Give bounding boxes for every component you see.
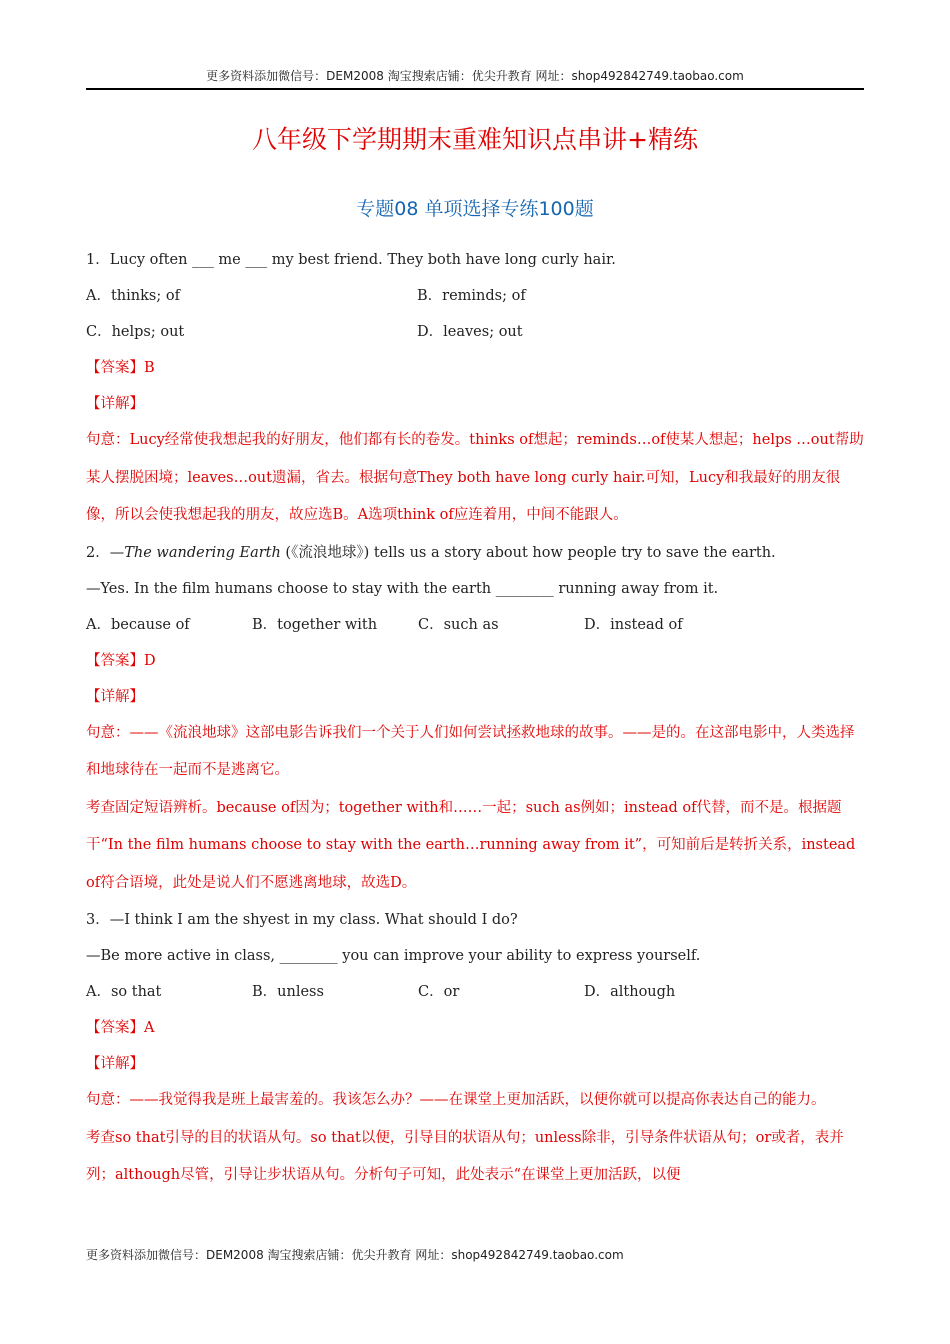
explanation-paragraph: 句意：——我觉得我是班上最害羞的。我该怎么办？——在课堂上更加活跃，以便你就可以提高你表达自己的能力。 — [86, 1092, 826, 1108]
question-stem — [86, 535, 864, 571]
options-row — [86, 278, 864, 314]
option-b: B．reminds; of — [417, 288, 526, 304]
option-d: D．instead of — [584, 616, 683, 633]
explanation-paragraph: 句意：Lucy经常使我想起我的好朋友，他们都有长的卷发。thinks of想起；reminds…of使某人想起；helps …out帮助某人摆脱困境；leaves…out遗漏，省去。根据句意They both have long curly hair.可知，Lucy和我最好的朋友很像，所以会使我想起我的朋友，故应选B。A选项think of应连着用，中间不能跟人。 — [86, 432, 864, 523]
stem-prefix: 2．— — [86, 544, 125, 561]
options-row — [86, 974, 864, 1010]
detail-label: 【详解】 — [86, 688, 144, 705]
question-stem-reply: —Be more active in class, ________ you can improve your ability to express yourself. — [86, 948, 701, 964]
answer-label: 【答案】A — [86, 1020, 155, 1036]
option-d: D．although — [584, 984, 676, 1000]
option-d: D．leaves; out — [417, 324, 523, 340]
question-1 — [86, 242, 864, 535]
options-row — [86, 607, 864, 643]
film-title: The wandering Earth — [124, 544, 281, 561]
option-a: A．thinks; of — [86, 288, 180, 304]
option-b: B．unless — [252, 984, 324, 1000]
stem-rest: (《流浪地球》) tells us a story about how people try to save the earth. — [280, 544, 776, 561]
option-b: B．together with — [252, 616, 378, 633]
question-stem-reply: —Yes. In the film humans choose to stay with the earth ________ running away from it. — [86, 580, 719, 597]
question-2 — [86, 535, 864, 903]
question-3 — [86, 902, 864, 1195]
option-a: A．because of — [86, 616, 190, 633]
answer-label: 【答案】D — [86, 652, 156, 669]
answer-label: 【答案】B — [86, 360, 155, 376]
document-subtitle: 专题08 单项选择专练100题 — [356, 198, 594, 220]
page-footer: 更多资料添加微信号：DEM2008 淘宝搜索店铺：优尖升教育 网址：shop492842749.taobao.com — [86, 1248, 624, 1262]
explanation-paragraph: 考查固定短语辨析。because of因为；together with和……一起；such as例如；instead of代替，而不是。根据题干“In the film humans choose to stay with the earth…running away from it”，可知前后是转折关系，instead of符合语境，此处是说人们不愿逃离地球，故选D。 — [86, 799, 856, 891]
page-header: 更多资料添加微信号：DEM2008 淘宝搜索店铺：优尖升教育 网址：shop492842749.taobao.com — [86, 66, 864, 90]
options-row — [86, 314, 864, 350]
detail-label: 【详解】 — [86, 396, 144, 412]
option-c: C．helps; out — [86, 324, 185, 340]
option-a: A．so that — [86, 984, 162, 1000]
explanation-paragraph: 句意：——《流浪地球》这部电影告诉我们一个关于人们如何尝试拯救地球的故事。——是的。在这部电影中，人类选择和地球待在一起而不是逃离它。 — [86, 724, 855, 778]
option-c: C．such as — [418, 616, 499, 633]
document-title: 八年级下学期期末重难知识点串讲+精练 — [252, 125, 698, 154]
question-list — [86, 242, 864, 1195]
detail-label: 【详解】 — [86, 1056, 144, 1072]
question-stem: 3．—I think I am the shyest in my class. What should I do? — [86, 912, 518, 928]
explanation-paragraph: 考查so that引导的目的状语从句。so that以便，引导目的状语从句；unless除非，引导条件状语从句；or或者，表并列；although尽管，引导让步状语从句。分析句子可知，此处表示“在课堂上更加活跃，以便 — [86, 1129, 844, 1183]
option-c: C．or — [418, 984, 460, 1000]
question-stem: 1．Lucy often ___ me ___ my best friend. They both have long curly hair. — [86, 252, 616, 268]
